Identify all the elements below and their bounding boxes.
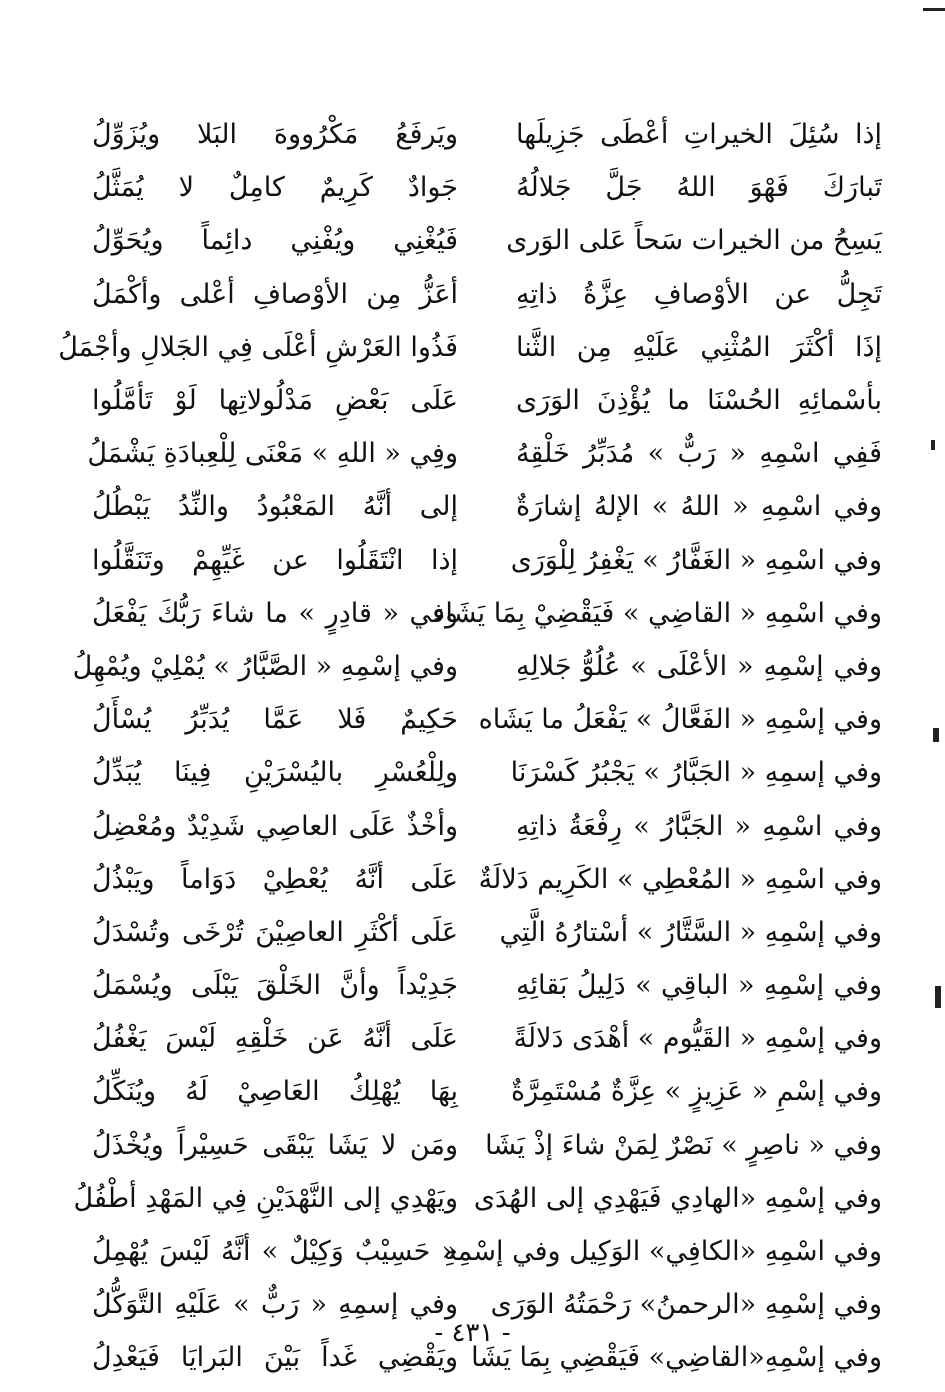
verse-line <box>92 587 882 640</box>
verse-line <box>73 1172 882 1225</box>
verse-line <box>92 534 882 587</box>
verse-line <box>58 321 882 374</box>
verse-first-hemistich: وفي اسْمِهِ « الغَفَّارُ » يَغْفِرُ لِلْوَرَى <box>510 544 882 576</box>
verse-line <box>92 693 882 746</box>
verse-line <box>92 853 882 906</box>
verse-second-hemistich: عَلَى أنَّهُ يُعْطِيْ دَوَاماً ويَبْذُلُ <box>92 863 458 895</box>
verse-line <box>92 108 882 161</box>
verse-first-hemistich: وفي إسْمِهِ«القاضِي» فَيَقْضِي بِمَا يَشَا <box>471 1342 882 1374</box>
verse-line <box>92 480 882 533</box>
verse-line <box>92 799 882 852</box>
verse-second-hemistich: إذا انْتَقَلُوا عن غَيِّهِمْ وتَنَقَّلُوا <box>92 544 458 576</box>
verse-second-hemistich: وفي إسْمِهِ « الصَّبَّارُ » يُمْلِيْ ويُمْهِلُ <box>72 650 458 682</box>
verse-second-hemistich: فَيُغْنِي ويُفْنِي دائِماً ويُحَوِّلُ <box>92 225 458 257</box>
verse-second-hemistich: عَلَى أنَّهُ عَن خَلْقِهِ لَيْسَ يَغْفُلُ <box>92 1023 458 1055</box>
verse-first-hemistich: تَبارَكَ فَهْوَ اللهُ جَلَّ جَلالُهُ <box>516 172 882 204</box>
scan-edge-mark <box>923 8 945 11</box>
verse-second-hemistich: وفي إسمِهِ « رَبٌّ » عَلَيْهِ التَّوَكُّلُ <box>92 1289 458 1321</box>
verse-second-hemistich: ويَهْدِي إلى النَّهْدَيْنِ فِي المَهْدِ أطْفُلُ <box>73 1182 458 1214</box>
verse-second-hemistich: ومَن لا يَشَا يَبْقَى حَسِيْراً ويُخْذَلُ <box>92 1129 458 1161</box>
page-number: - ٤٣١ - <box>434 1318 511 1348</box>
verse-first-hemistich: تَجِلُّ عن الأوْصافِ عِزَّةُ ذاتِهِ <box>516 278 882 310</box>
verse-line <box>92 374 882 427</box>
verse-first-hemistich: وفي اسْمِهِ « القاضِي » فَيَقْضِيْ بِمَا يَشَاء <box>432 597 882 629</box>
verse-first-hemistich: وفي إسْمِهِ «الرحمنُ» رَحْمَتُهُ الوَرَى <box>490 1289 882 1321</box>
verse-second-hemistich: ويَقْضِي غَداً بَيْنَ البَرايَا فَيَعْدِلُ <box>92 1342 458 1374</box>
verse-first-hemistich: وفي إسْمِهِ « السَّتَّارُ » أسْتارُهُ الَّتِي <box>499 916 882 948</box>
margin-mark <box>935 986 941 1008</box>
verse-line <box>92 214 882 267</box>
verse-second-hemistich: جَدِيْداً وأنَّ الخَلْقَ يَبْلَى ويُسْمَلُ <box>92 970 458 1002</box>
verse-second-hemistich: جَوادٌ كَرِيمٌ كامِلٌ لا يُمَثَّلُ <box>92 172 458 204</box>
verse-first-hemistich: وفي إسْمِهِ « الباقِي » دَلِيلُ بَقائِهِ <box>516 970 882 1002</box>
verse-first-hemistich: إذا سُئِلَ الخيراتِ أعْطَى جَزِيلَها <box>516 119 882 151</box>
verse-first-hemistich: وفي اسْمِهِ « الجَبَّارُ » رِفْعَةُ ذاتِهِ <box>516 810 882 842</box>
verse-second-hemistich: بِهَا يُهْلِكُ العَاصِيْ لَهُ ويُنَكِّلُ <box>92 1076 458 1108</box>
verse-first-hemistich: وفي اسْمِهِ «الكافِي» الوَكِيل وفي إسْمِهِ <box>443 1236 882 1268</box>
margin-mark <box>931 440 935 450</box>
verse-first-hemistich: وفي اسْمِهِ « اللهُ » الإلهُ إشارَةٌ <box>516 491 882 523</box>
verse-second-hemistich: حَكِيمٌ فَلا عَمَّا يُدَبِّرُ يُسْأَلُ <box>92 704 458 736</box>
verse-first-hemistich: وفي إسْمِهِ « القَيُّوم » أهْدَى دَلالَةً <box>513 1023 882 1055</box>
verse-first-hemistich: وفي إسْمِهِ «الهادِي فَيَهْدِي إلى الهُدَى <box>473 1182 882 1214</box>
verse-second-hemistich: إلى أنَّهُ المَعْبُودُ والنِّدُ يَبْطُلُ <box>92 491 458 523</box>
verse-second-hemistich: فَذُوا العَرْشِ أعْلَى فِي الجَلالِ وأجْمَلُ <box>58 331 458 363</box>
verse-line <box>92 161 882 214</box>
verse-line <box>92 1012 882 1065</box>
verse-line <box>92 746 882 799</box>
verse-second-hemistich: ويَرفَعُ مَكْرُووهَ البَلا ويُزَوِّلُ <box>92 119 458 151</box>
verse-first-hemistich: وفي إسمِهِ « الجَبَّارُ » يَجْبُرُ كَسْرَنَا <box>510 757 882 789</box>
verse-first-hemistich: وفي اسْمِهِ « المُعْطِي » الكَرِيم دَلالَةٌ <box>478 863 882 895</box>
verse-line <box>92 959 882 1012</box>
verse-second-hemistich: وفِي « اللهِ » مَعْنَى لِلْعِبادَةِ يَشْمَلُ <box>87 438 458 470</box>
verse-first-hemistich: فَفِي اسْمِهِ « رَبٌّ » مُدَبِّرُ خَلْقِهُ <box>516 438 882 470</box>
verse-line <box>92 1065 882 1118</box>
verse-line <box>92 1225 882 1278</box>
verse-first-hemistich: بأسْمائِهِ الحُسْنَا ما يُؤْذِنَ الوَرَى <box>516 385 882 417</box>
verse-line <box>87 427 882 480</box>
verse-first-hemistich: وفي « ناصِرٍ » نَصْرٌ لِمَنْ شاءَ إذْ يَشَا <box>485 1129 882 1161</box>
poem-body <box>58 108 882 1385</box>
verse-first-hemistich: وفي إسْمِهِ « الأعْلَى » عُلُوُّ جَلالِهِ <box>516 650 882 682</box>
verse-second-hemistich: « حَسِيْبٌ وَكِيْلٌ » أنَّهُ لَيْسَ يُهْمِلُ <box>92 1236 458 1268</box>
verse-first-hemistich: وفي إسْمِ « عَزِيزٍ » عِزَّةٌ مُسْتَمِرَّةٌ <box>511 1076 882 1108</box>
verse-first-hemistich: إذَا أكْثَرَ المُثْنِي عَلَيْهِ مِن الثَّنا <box>516 331 882 363</box>
verse-second-hemistich: أعَزُّ مِن الأوْصافِ أعْلى وأكْمَلُ <box>92 278 458 310</box>
verse-line <box>92 268 882 321</box>
verse-second-hemistich: عَلَى أكْثَرِ العاصِيْنَ تُرْخَى وتُسْدَلُ <box>92 916 458 948</box>
verse-second-hemistich: ولِلْعُسْرِ باليُسْرَيْنِ فِينَا يُبَدِّلُ <box>92 757 458 789</box>
verse-second-hemistich: وفي « قادِرٍ » ما شاءَ رَبُّكَ يَفْعَلُ <box>92 597 458 629</box>
verse-first-hemistich: وفي إسْمِهِ « الفَعَّالُ » يَفْعَلُ ما يَشَاه <box>478 704 882 736</box>
verse-line <box>72 640 882 693</box>
verse-second-hemistich: وأخْذٌ عَلَى العاصِي شَدِيْدٌ ومُعْضِلُ <box>92 810 458 842</box>
verse-line <box>92 1119 882 1172</box>
margin-mark <box>933 728 939 742</box>
verse-second-hemistich: عَلَى بَعْضِ مَدْلُولاتِها لَوْ تَأمَّلُوا <box>92 385 458 417</box>
verse-first-hemistich: يَسِحُ من الخيرات سَحاً عَلى الوَرى <box>506 225 882 257</box>
verse-line <box>92 906 882 959</box>
